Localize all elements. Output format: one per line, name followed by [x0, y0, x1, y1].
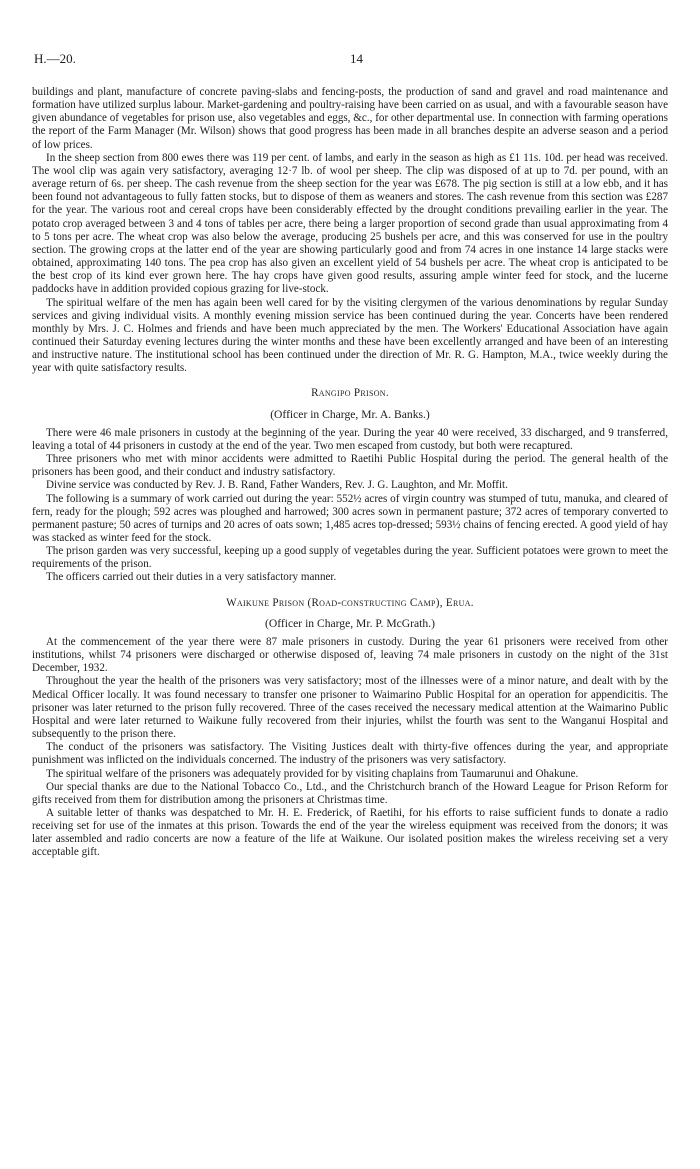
rangipo-paragraph-2: Three prisoners who met with minor accidents were admitted to Raetihi Public Hospital during the period. The general health of the prisoners has been good, and their conduct and industry satisfactory. [32, 453, 668, 479]
rangipo-paragraph-5: The prison garden was very successful, keeping up a good supply of vegetables during the year. Sufficient potatoes were grown to meet the requirements of the prison. [32, 545, 668, 571]
waikune-paragraph-2: Throughout the year the health of the prisoners was very satisfactory; most of the illnesses were of a minor nature, and dealt with by the Medical Officer locally. It was found necessary to transfer one prisoner to Waimarino Public Hospital for an operation for appendicitis. The prisoner was later returned to the prison fully recovered. Three of the cases received the necessary medical attention at the Waimarino Public Hospital and were later returned to Waikune fully recovered from their injuries, whilst the fourth was sent to the Wanganui Hospital and subsequently to the prison there. [32, 675, 668, 741]
rangipo-paragraph-3: Divine service was conducted by Rev. J. B. Rand, Father Wanders, Rev. J. G. Laughton, and Mr. Moffit. [46, 479, 508, 492]
rangipo-paragraph-1: There were 46 male prisoners in custody at the beginning of the year. During the year 40 were received, 33 discharged, and 9 transferred, leaving a total of 44 prisoners in custody at the end of the year. Two men escaped from custody, but both were recaptured. [32, 426, 668, 452]
rangipo-paragraph-6: The officers carried out their duties in a very satisfactory manner. [46, 571, 337, 584]
waikune-officer: (Officer in Charge, Mr. P. McGrath.) [265, 616, 435, 630]
document-reference: H.—20. [34, 51, 76, 66]
page-header [32, 52, 668, 68]
waikune-heading: Waikune Prison (Road-constructing Camp), Erua. [226, 596, 474, 609]
rangipo-heading: Rangipo Prison. [311, 387, 389, 400]
waikune-paragraph-5: Our special thanks are due to the National Tobacco Co., Ltd., and the Christchurch branch of the Howard League for Prison Reform for gifts received from them for distribution among the prisoners at Christmas time. [32, 780, 668, 806]
waikune-paragraph-6: A suitable letter of thanks was despatched to Mr. H. E. Frederick, of Raetihi, for his efforts to raise sufficient funds to donate a radio receiving set for use of the inmates at this prison. Towards the end of the year the wireless equipment was received from the donors; it was later assembled and radio concerts are now a feature of the life at Waikune. Our isolated position makes the wireless receiving set a very acceptable gift. [32, 806, 668, 859]
intro-paragraph-2: In the sheep section from 800 ewes there was 119 per cent. of lambs, and early in the season as high as £1 11s. 10d. per head was received. The wool clip was again very satisfactory, averaging 12·7 lb. of wool per sheep. The clip was disposed of at up to 7d. per pound, with an average return of 6s. per sheep. The cash revenue from the sheep section for the year was £678. The pig section is still at a low ebb, and it has been found not advantageous to fully fatten stocks, but to dispose of them as weaners and stores. The cash revenue from this section was £287 for the year. The various root and cereal crops have been considerably effected by the drought conditions prevailing earlier in the year. The potato crop averaged between 3 and 4 tons of tables per acre, there being a larger proportion of second grade than usual approximating from 4 to 5 tons per acre. The wheat crop was also below the average, producing 25 bushels per acre, and this was conserved for use in the poultry section. The growing crops at the latter end of the year are showing particularly good and from 74 acres in one instance 14 large stacks were obtained, approximating 140 tons. The pea crop has also given an excellent yield of 54 bushels per acre. The wheat crop is anticipated to be the best crop of its kind ever grown here. The hay crops have given good results, assuring ample winter feed for stock, and the lucerne paddocks have in addition provided copious grazing for live-stock. [32, 151, 668, 296]
page-number: 14 [350, 51, 363, 66]
waikune-paragraph-4: The spiritual welfare of the prisoners was adequately provided for by visiting chaplains from Taumarunui and Ohakune. [46, 767, 579, 780]
intro-paragraph-1: buildings and plant, manufacture of concrete paving-slabs and fencing-posts, the production of sand and gravel and road maintenance and formation have utilized surplus labour. Market-gardening and poultry-raising have been carried on as usual, and with a favourable season have given abundance of vegetables for prison use, also vegetables and eggs, &c., for other departmental use. In connection with farming operations the report of the Farm Manager (Mr. Wilson) shows that good progress has been made in all branches despite an adverse season and a period of low prices. [32, 86, 668, 151]
waikune-paragraph-1: At the commencement of the year there were 87 male prisoners in custody. During the year 61 prisoners were received from other institutions, whilst 74 prisoners were discharged or otherwise disposed of, leaving 74 male prisoners in custody on the night of the 31st December, 1932. [32, 635, 668, 675]
waikune-paragraph-3: The conduct of the prisoners was satisfactory. The Visiting Justices dealt with thirty-five offences during the year, and appropriate punishment was inflicted on the individuals concerned. The industry of the prisoners was very satisfactory. [32, 741, 668, 767]
rangipo-paragraph-4: The following is a summary of work carried out during the year: 552½ acres of virgin country was stumped of tutu, manuka, and cleared of fern, ready for the plough; 592 acres was ploughed and harrowed; 300 acres sown in permanent pasture; 372 acres of temporary converted to permanent pasture; 50 acres of turnips and 20 acres of oats sown; 1,485 acres top-dressed; 593½ chains of fencing erected. A good yield of hay was stacked as winter feed for the stock. [32, 492, 668, 544]
intro-paragraph-3: The spiritual welfare of the men has again been well cared for by the visiting clergymen of the various denominations by regular Sunday services and giving individual visits. A monthly evening mission service has been continued during the year. Concerts have been rendered monthly by Mrs. J. C. Holmes and friends and have been much appreciated by the men. The Workers' Educational Association have again continued their Saturday evening lectures during the winter months and these have been excellently arranged and have been of an interesting and instructive nature. The institutional school has been continued under the direction of Mr. R. G. Hampton, M.A., twice weekly during the year with quite satisfactory results. [32, 296, 668, 375]
rangipo-officer: (Officer in Charge, Mr. A. Banks.) [270, 407, 430, 421]
